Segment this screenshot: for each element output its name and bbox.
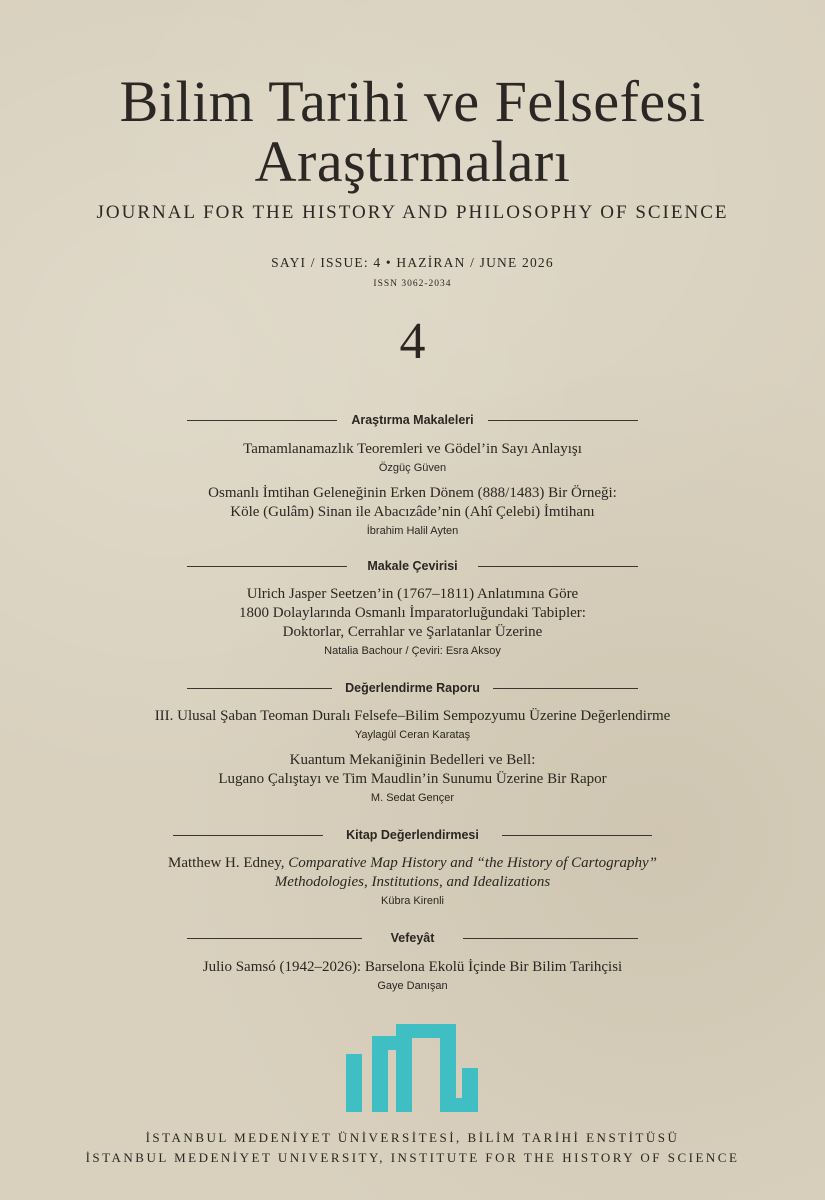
- section-research-articles: [0, 411, 825, 431]
- journal-subtitle: JOURNAL FOR THE HISTORY AND PHILOSOPHY OF SCIENCE: [96, 202, 729, 223]
- article-author: Gaye Danışan: [377, 980, 448, 992]
- article-title: Köle (Gulâm) Sinan ile Abacızâde’nin (Ahî Çelebi) İmtihanı: [230, 504, 595, 520]
- issue-line: SAYI / ISSUE: 4 • HAZİRAN / JUNE 2026: [271, 255, 554, 270]
- section-heading: Vefeyât: [390, 931, 435, 945]
- book-title-italic: Methodologies, Institutions, and Idealizations: [274, 874, 551, 890]
- issue-number: 4: [399, 313, 426, 370]
- article-title: Lugano Çalıştayı ve Tim Maudlin’in Sunumu Üzerine Bir Rapor: [218, 771, 607, 787]
- footer-institution-tr: İSTANBUL MEDENİYET ÜNİVERSİTESİ, BİLİM TARİHİ ENSTİTÜSÜ: [145, 1130, 680, 1145]
- section-heading: Araştırma Makaleleri: [351, 413, 474, 427]
- journal-title-line1: Bilim Tarihi ve Felsefesi: [119, 69, 706, 134]
- article-title: Ulrich Jasper Seetzen’in (1767–1811) Anlatımına Göre: [246, 586, 579, 602]
- journal-title-line2: Araştırmaları: [254, 129, 571, 194]
- section-book-review: [0, 826, 825, 846]
- article-title: Tamamlanamazlık Teoremleri ve Gödel’in Sayı Anlayışı: [243, 441, 582, 457]
- article-title: Osmanlı İmtihan Geleneğinin Erken Dönem (888/1483) Bir Örneği:: [208, 485, 617, 501]
- section-article-translation: [0, 557, 825, 577]
- article-author: Natalia Bachour / Çeviri: Esra Aksoy: [324, 645, 501, 657]
- article-title: Doktorlar, Cerrahlar ve Şarlatanlar Üzerine: [282, 624, 543, 640]
- footer-institution-en: İSTANBUL MEDENİYET UNIVERSITY, INSTITUTE FOR THE HISTORY OF SCIENCE: [85, 1150, 740, 1165]
- book-author-prefix: Matthew H. Edney,: [167, 855, 289, 871]
- article-author: Yaylagül Ceran Karataş: [354, 729, 471, 741]
- article-title: 1800 Dolaylarında Osmanlı İmparatorluğundaki Tabipler:: [239, 605, 586, 621]
- issn: ISSN 3062-2034: [373, 279, 452, 289]
- article-author: Özgüç Güven: [378, 462, 447, 474]
- article-title: [0, 854, 825, 873]
- article-author: M. Sedat Gençer: [370, 792, 455, 804]
- article-author: İbrahim Halil Ayten: [366, 525, 459, 537]
- section-evaluation-report: [0, 679, 825, 699]
- book-title-italic: Comparative Map History and “the History of Cartography”: [288, 855, 657, 871]
- section-heading: Makale Çevirisi: [367, 559, 458, 573]
- section-obituary: [0, 929, 825, 949]
- section-heading: Kitap Değerlendirmesi: [346, 828, 479, 842]
- article-author: Kübra Kirenli: [381, 895, 444, 907]
- university-logo-icon: [346, 1024, 478, 1114]
- section-heading: Değerlendirme Raporu: [345, 681, 480, 695]
- article-title: III. Ulusal Şaban Teoman Duralı Felsefe–Bilim Sempozyumu Üzerine Değerlendirme: [154, 708, 671, 724]
- article-title: [0, 873, 825, 892]
- article-title: Kuantum Mekaniğinin Bedelleri ve Bell:: [289, 752, 536, 768]
- article-title: Julio Samsó (1942–2026): Barselona Ekolü İçinde Bir Bilim Tarihçisi: [202, 959, 623, 975]
